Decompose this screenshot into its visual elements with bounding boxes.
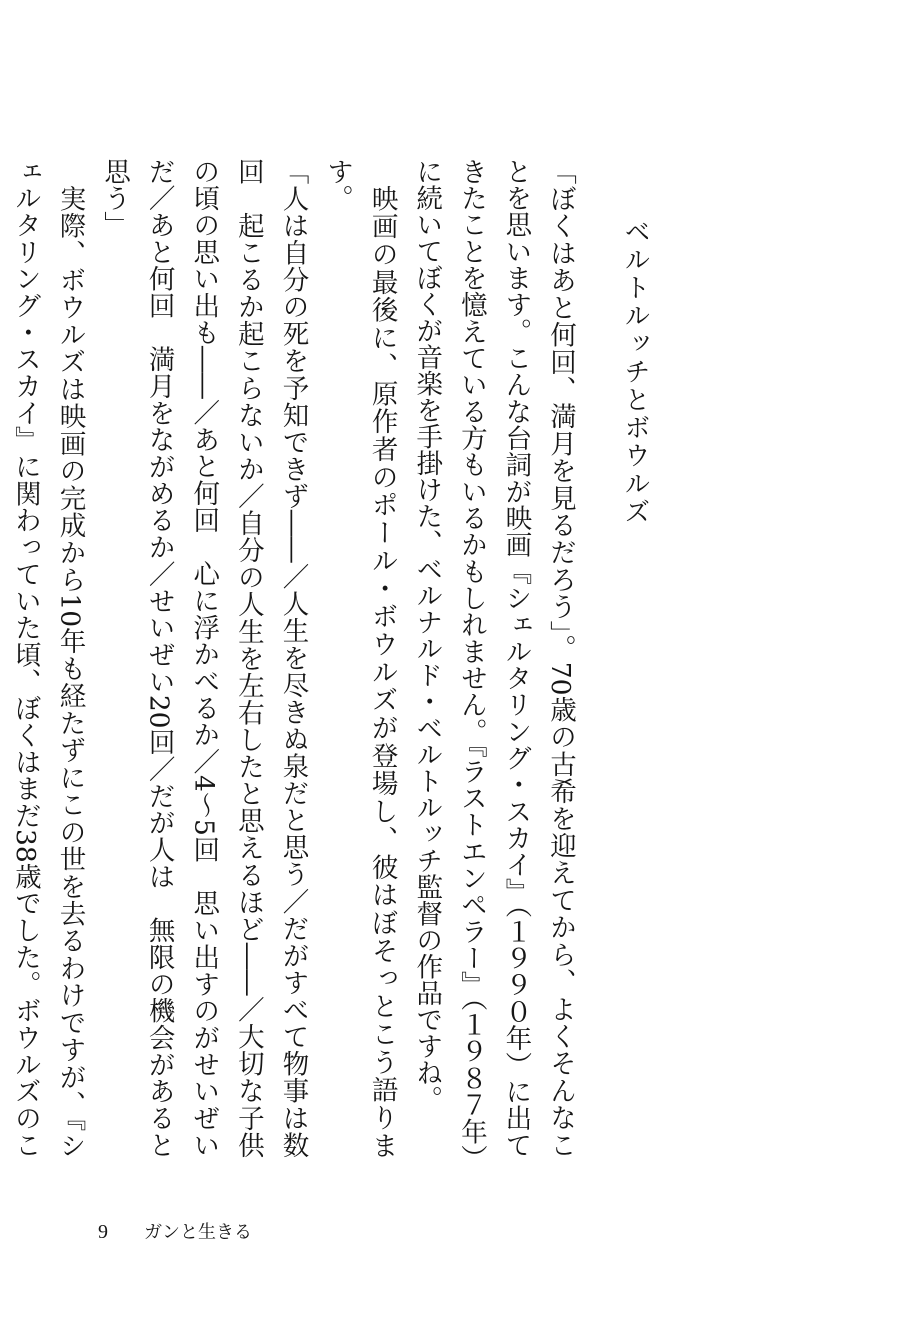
running-title: ガンと生きる [144, 1222, 252, 1243]
page-number: 9 [98, 1221, 108, 1243]
paragraph: 映画の最後に、原作者のポール・ボウルズが登場し、彼はぼそっとこう語ります。 [322, 158, 398, 1158]
body-text [0, 158, 582, 1158]
paragraph: 「人は自分の死を予知できず――／人生を尽きぬ泉だと思う／だがすべて物事は数回 起こるか起こらないか／自分の人生を左右したと思えるほど――／大切な子供の頃の思い出も――／あと何回 心に浮かべるか／4～5回 思い出すのがせいぜいだ／あと何回 満月をながめるか／せいぜい20回／だが人は 無限の機会があると思う」 [99, 158, 309, 1158]
page-footer [98, 1218, 252, 1244]
paragraph: 実際、ボウルズは映画の完成から10年も経たずにこの世を去るわけですが、『シェルタリング・スカイ』に関わっていた頃、ぼくはまだ38歳でした。ボウルズのこ [9, 158, 86, 1158]
chapter-heading: ベルトルッチとボウルズ [620, 218, 650, 526]
paragraph: 「ぼくはあと何回、満月を見るだろう」。70歳の古希を迎えてから、よくそんなことを思います。こんな台詞が映画『シェルタリング・スカイ』（１９９０年）に出てきたことを憶えている方もいるかもしれません。『ラストエンペラー』（１９８７年）に続いてぼくが音楽を手掛けた、ベルナルド・ベルトルッチ監督の作品ですね。 [411, 158, 576, 1158]
